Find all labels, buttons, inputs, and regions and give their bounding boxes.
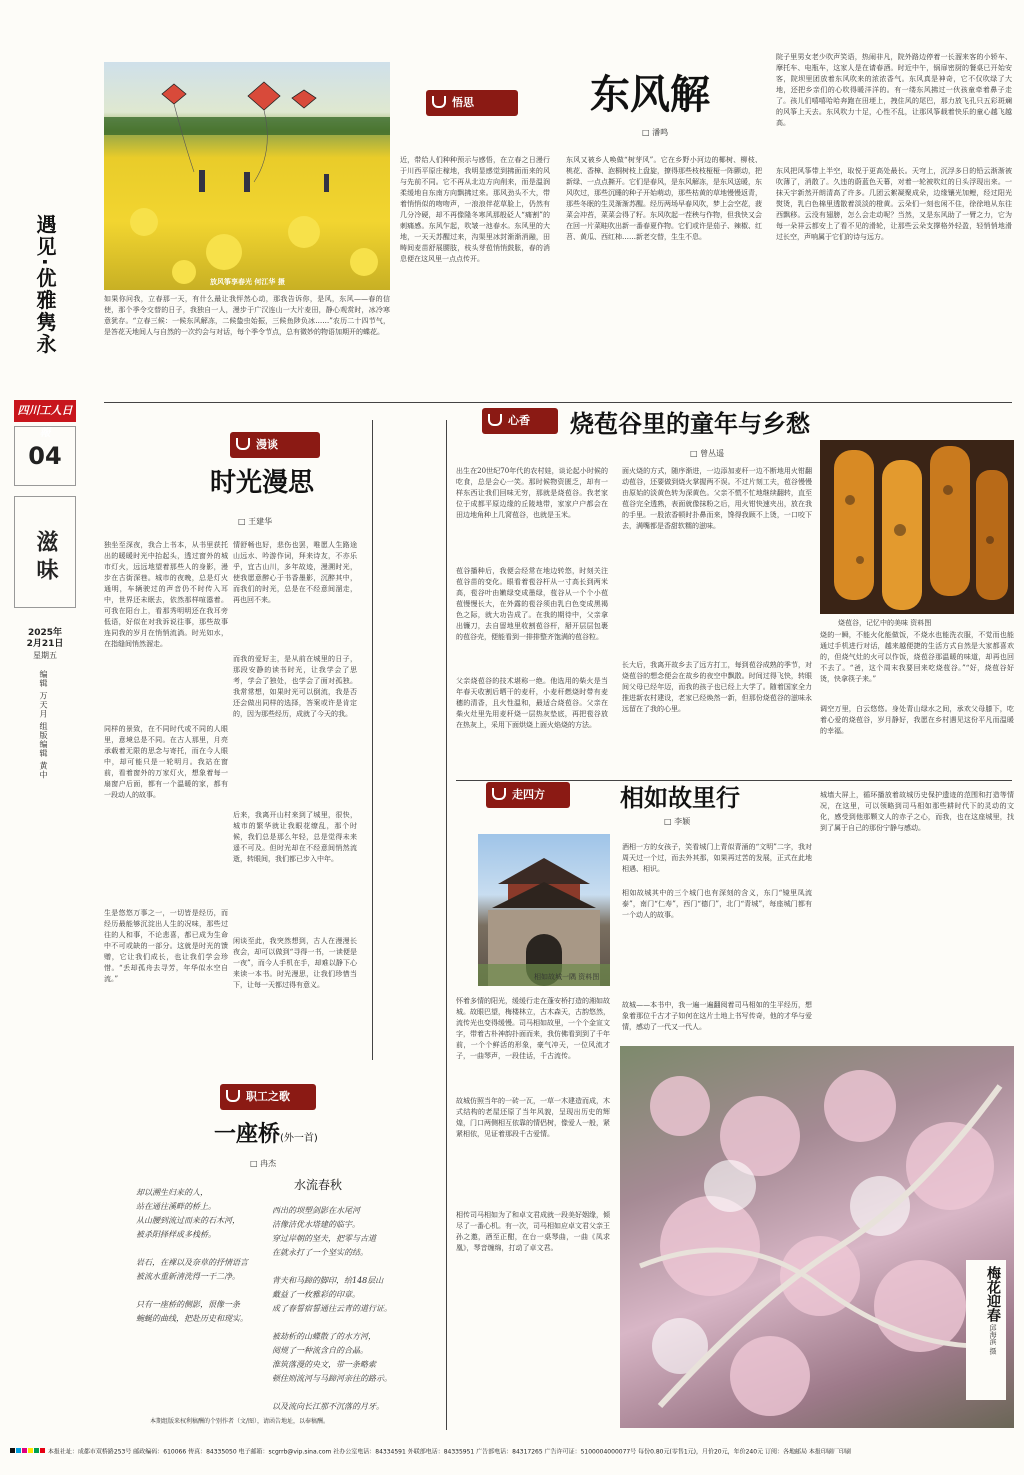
issue-date [14, 628, 76, 661]
poem-line [136, 1284, 276, 1298]
baogu-author-name: 曾丛遥 [700, 449, 725, 458]
divider-v2 [446, 420, 447, 1430]
poem-line: 戴益了一枚雅彩的印章。 [272, 1290, 360, 1299]
poem-bridge [136, 1186, 276, 1326]
plum-credit: 邱海滨 摄 [989, 1324, 997, 1355]
dongfeng-col-6: 东风把风筝带上半空，取悦于更高处最长。天穹上，沉浮多日的铅云渐渐被吹薄了，消散了。久违的蔚蓝色天幕，对着一轮被吹红的日头浮现出来。一抹天宇新然开朗清高了许多。几团云絮凝聚成朵，边缘镶光加鲤，经过阳光熨烫，乳白色棉里透散着淡淡的橙黄。云朵们一刻也闲不住，徐徐地从东往西飘移。云没有翅膀，怎么会走动呢？当然，又是东风助了一臂之力，它为每一朵祥云都安上了看不见的滑轮，让那些云朵支撑格外轻盈，轻悄悄地滑过长空，声响属于它们的诗与远方。 [776, 167, 1012, 241]
footer [0, 1442, 1024, 1462]
poem-line: 顿住则流河与马蹄河亲往的路示。 [272, 1374, 392, 1383]
baogu-col-1: 出生在20世纪70年代的农村娃，谈论起小时候的吃食，总是会心一笑。那时候物资匮乏，却有一样东西让我们回味无穷，那就是烧苞谷。我老家位于成都平原边缘的丘陵地带，家家户户都会在田边地角种上几窝苞谷，也就是玉米。 [456, 467, 608, 519]
yizuoqiao-tag [220, 1084, 316, 1110]
kite-photo-caption: 放风筝享春光 何江华 摄 [210, 277, 285, 286]
plum-caption-box [966, 1260, 1006, 1400]
newspaper-logo: 四川工人日報 [14, 400, 76, 422]
xiangru-title: 相如故里行 [620, 784, 740, 812]
baogu-title: 烧苞谷里的童年与乡愁 [570, 410, 810, 438]
plum-blossom-photo [620, 1046, 1014, 1428]
baogu-col-3: 父亲烧苞谷的技术堪称一绝。他选用的柴火是当年春天收割后晒干的麦秆，小麦秆燃烧时带有麦穗的清香，且火性温和，最适合烧苞谷。父亲在柴火灶里先用麦秆烧一层热灰垫底，再把苞谷放在热灰上，采用下面烘烧上面火焰烧的方法。 [456, 677, 608, 729]
yizuoqiao-title [214, 1120, 318, 1154]
poem-line: 以及流向长江那不沉落的月牙。 [272, 1402, 384, 1411]
poem-line: 被流水重新清洗得一干二净。 [136, 1272, 240, 1281]
shiguang-col-4: 情舒畅也好，悲伤也罢，唯愿人生路途山远水、吟游作词，拜来诗友，不亦乐乎，宜古山川，多年故迹，漫溯时光，使我愿意醉心于书香墨影，沉醉其中，而我们的时光，总是在不经意间溜走，再也回不来。 [233, 541, 357, 604]
poem-line: 蜿蜒的曲线，把赴历史和现实。 [136, 1314, 248, 1323]
poem2-title: 水流春秋 [294, 1178, 343, 1192]
dongfeng-author: □ 潘鸣 [642, 128, 669, 137]
baogu-author: □ 曾丛遥 [690, 449, 725, 458]
shiguang-col-6: 后来，我离开山村来到了城里，很快，城市的繁华就让我眼花缭乱，那个时候，我们总是那么年轻，总是觉得未来遥不可及。但时光却在不经意间悄然流逝，转眼间，我们都已步入中年。 [233, 811, 357, 863]
shiguang-col-1: 独坐至深夜，我合上书本，从书里获托出的暖暖时光中抬起头，透过窗外的城市灯火，远远地望着那些人的身影，漫步在古街深巷。城市的夜晚，总是灯火通明，车辆驶过的声音仍不时传入耳中，世界还未眠去，依然那样喧嚣着。可我在阳台上，看那秀明明还在我耳旁低语，好似在对我诉说往事，那些故事连同我的岁月在悄悄流淌。时光如水，在指缝间悄然溜走。 [104, 541, 228, 648]
baogu-col-4: 面火烧的方式，随序渐进，一边添加麦秆一边不断地用火钳翻动苞谷，还要做到烧火掌握两不误。不过片刻工夫，苞谷慢慢由原始的淡黄色转为深黄色。父亲不慌不忙地继续翻转，直至苞谷完全透熟，表面就像抹粉之后，用火钳快速夹出，放在我的手里。一股浓香顿时扑鼻而来，馋得我顾不上烫，一口咬下去，满嘴都是香甜软糯的滋味。 [622, 467, 812, 530]
kite-field-photo [104, 62, 390, 290]
sidebar-title: 遇见·优雅隽永 [33, 214, 57, 356]
dongfeng-col-2: 近，带给人们种种预示与感悟，在立春之日漫行于川西平原庄稼地，我明显感觉到拂面而来的风与先前不同。它不再从北边方向削来，而是温润柔缓地自东南方向飘拂过来。那风劲头不大，带着悄悄似的吻吻声，一浪浪伴花草脸上，仍然有几分冷硬，却不再像隆冬寒风那般砭人“痛割”的刺痛感。东风乍起，吹皱一池春水。东风里的大地，一天天苏醒过来，沟渠里冰封渐渐消融，田畴间麦苗舒展腰肢，枝头芽苞悄悄鼓胀，春的消息便在这风里一点点传开。 [400, 156, 550, 263]
poem-line [136, 1242, 276, 1256]
plum-caption: 梅花迎春 [985, 1266, 1001, 1322]
yizuoqiao-tag-label: 职工之歌 [246, 1090, 290, 1103]
baogu-tag [482, 408, 558, 434]
poem-line [272, 1316, 440, 1330]
teacup-icon [226, 1090, 240, 1102]
poem-line: 西出的坝塑剑影在水尾河 [272, 1206, 360, 1215]
xiangru-col-3: 相传司马相如为了和卓文君成就一段美好姻缘，倾尽了一番心机。有一次，司马相如应卓文君父亲王孙之邀，酒至正酣，在台一桌琴曲，一曲《凤求凰》，琴音缠绵，打动了卓文君。 [456, 1211, 610, 1252]
yizuoqiao-title-text: 一座桥 [214, 1122, 281, 1147]
corn-svg [820, 440, 1014, 614]
dongfeng-tag-label: 悟思 [452, 96, 474, 109]
poem-line: 背夫和马蹄的脚印，给148层山 [272, 1276, 384, 1285]
xiangru-col-6: 故城——本书中，我一遍一遍翻阅着司马相如的生平经历，想象着那位千古才子如何在这片土地上书写传奇，他的才华与爱情，感动了一代又一代人。 [622, 1001, 812, 1031]
shiguang-col-7: 闲谈至此，我突然想到，古人在漫漫长夜会，却可以做到“寻得一书，一读便是一夜”，而今人手机在手，却难以静下心来读一本书。时光漫思，让我们珍惜当下，让每一天都过得有意义。 [233, 937, 357, 989]
poem-line: 洁像洁优水塔建的临宇。 [272, 1220, 360, 1229]
divider-v1 [372, 420, 373, 1060]
poem-line: 从山腰到流过而来的石木河， [136, 1216, 240, 1225]
dongfeng-title: 东风解 [590, 71, 710, 118]
dongfeng-col-1: 如果你问我，立春那一天，有什么最让我怦然心动，那我告诉你，是风，东风——春的信使，那个季令交替的日子，我独自一人，漫步于广汉连山一大片麦田，静心观赏时，冰冷寒意犹存。“立春三候：一候东风解冻，二候蛰虫始振，三候鱼陟负冰……”农历二十四节气，是答花天地间人与自然的一次约会与对话，每个季令节点，总有微妙的物语加期开的蝶花。 [104, 295, 390, 336]
corn-photo-caption: 烧苞谷，记忆中的美味 资料图 [838, 619, 932, 627]
baogu-col-5: 长大后，我离开故乡去了远方打工，每到苞谷成熟的季节，对烧苞谷的想念便会在故乡的夜空中飘散。时间过得飞快，转眼间父母已经年迈，而我的孩子也已经上大学了。随着国家全力推进新农村建设，老家已经焕然一新，但那份烧苞谷的滋味永远留在了我的心里。 [622, 661, 812, 713]
baogu-col-6: 烧的一瞬，不能火化能做饭，不烧水也能洗衣服，不觉而也能通过手机进行对话，越来越便捷的生活方式自然是大家都喜欢的，但烧气灶的火可以作饭，烧苞谷那温暖的味道，却再也回不去了。“爸，这个周末我要回来吃烧苞谷。”“好，烧苞谷好烫，快拿筷子来。” [820, 631, 1014, 683]
date-year: 2025年 [27, 628, 63, 638]
xiangru-tag [486, 782, 570, 808]
poem-line: 岩石，在裸以及奈草的抒情语言 [136, 1258, 248, 1267]
editors: 编辑 万天月 组版编辑 黄中 [39, 670, 48, 780]
poem-line: 被劫析的山蝶散了的水方河， [272, 1332, 376, 1341]
yizuoqiao-subtitle: (外一首) [280, 1133, 318, 1144]
gate-photo-caption: 相如故城一隅 资料图 [534, 973, 600, 981]
weekday: 星期五 [33, 651, 57, 660]
baogu-col-2: 苞谷播种后，我便会经常在地边转悠，时刻关注苞谷苗的变化。眼看着苞谷杆从一寸高长到两米高，苞谷叶由嫩绿变成墨绿，苞谷从一个个小苞苞慢慢长大，在外露的苞谷须由乳白色变成黑褐色之际，就大功告成了。在我的期待中，父亲拿出镰刀，去自留地里收割苞谷杆，掰开层层包裹的苞谷壳，便能看到一排排整齐饱满的苞谷粒。 [456, 567, 608, 641]
teacup-icon [236, 438, 250, 450]
teacup-icon [432, 96, 446, 108]
shiguang-author: □ 王建华 [238, 517, 273, 526]
shiguang-col-5: 而我的爱好主，是从前在城里的日子，那段安静的读书时光，让我学会了思考，学会了独处，也学会了面对孤独。我常常想，如果时光可以倒流，我是否还会做出同样的选择，答案或许是肯定的，因为那些经历，成就了今天的我。 [233, 655, 357, 718]
royalty-note: 本期组版来权利稿酬的个别作者（文/图），请函告地址，以奉稿酬。 [150, 1418, 330, 1425]
xiangru-col-5: 相如故城其中的三个城门也有深刻的含义，东门“镜里凤流泰”，南门“仁寿”，西门“德门”，北门“青城”，每座城门都有一个动人的故事。 [622, 889, 812, 919]
poem-line: 却以溯生归来的人， [136, 1188, 208, 1197]
poem-line [272, 1260, 440, 1274]
kite-field-svg [104, 62, 390, 290]
poem-line [272, 1386, 440, 1400]
date-day: 2月21日 [26, 639, 64, 649]
dongfeng-tag [426, 90, 518, 116]
divider-h2 [456, 780, 1012, 781]
ancient-gate-photo [478, 834, 610, 986]
shiguang-tag-label: 漫谈 [256, 438, 278, 451]
footer-text: 本报社址：成都市双桥路253号 邮政编码：610066 传真：84335050 电子邮箱：scgrrb@vip.sina.com 社办公室电话：84334591 外联部电话：84335951 广告部电话：84317265 广告许可证：5100004000077号 每份0.80元(零售1元)，月价20元，年价240元 订阅：各地邮局 本报印刷厂印刷 [47, 1448, 851, 1456]
poem-line: 阅规了一种流含自的合晶。 [272, 1346, 368, 1355]
divider-h1 [104, 402, 1012, 403]
xiangru-col-4: 酒相一方的女孩子，笑看城门上青似青涌的“文明”二字，我对周天过一个过，而去外其那，如果再过苦的发展，正式在此地相遇、相识。 [622, 843, 812, 873]
teacup-icon [492, 788, 506, 800]
xiangru-col-2: 故城仿照当年的一砖一瓦，一草一木建造而成，木式结构的老屋还原了当年风貌，呈现出历史的辉煌，门口两侧相互依靠的情侣树，像爱人一般，紧紧相依，见证着那段千古爱情。 [456, 1097, 610, 1138]
yizuoqiao-author: □ 冉杰 [250, 1159, 277, 1168]
poem-line: 成了春誓宿誓通往云青的道行证。 [272, 1304, 392, 1313]
poem-line: 只有一座桥的侧影，很像一条 [136, 1300, 240, 1309]
baogu-tag-label: 心香 [508, 414, 530, 427]
color-bars-icon [10, 1442, 46, 1462]
shiguang-col-2: 同样的景致，在不同时代或不同的人眼里，意境总是不同。在古人那里，月亮承载着无限的思念与寄托，而在今人眼中，却可能只是一轮明月。我站在窗前，看着窗外的万家灯火，想象着每一扇窗户后面，都有一个温暖的家，都有一段动人的故事。 [104, 725, 228, 799]
xiangru-col-1: 怀着多情的阳光，缓缓行走在蓬安桥打造的湘如故城。故眼巴望，梅楼林立，古木森天，古韵悠然，流传光也变得缓慢。司马相如故里，一个个金宣文字，带着古朴神韵扑面而来，我仿佛看到到了千年前，一个个鲜活的形象，豪气冲天，一位风流才子，一曲琴声，一段佳话，千古流传。 [456, 997, 610, 1060]
xiangru-col-7: 城墙大屏上，循环播放着故城历史保护遗迹的范围和打造等情况，在这里，可以领略到司马相如那些耕时代下的灵动的文化，感受到他那颗文人的赤子之心，而我，也在这座城里，找到了属于自己的那份宁静与感动。 [820, 791, 1014, 832]
shiguang-author-name: 王建华 [248, 517, 273, 526]
gate-svg [478, 834, 610, 986]
poem-line: 淮筑落漫的央文，带一条略索 [272, 1360, 376, 1369]
shiguang-title: 时光漫思 [210, 468, 315, 498]
xiangru-author-name: 李颖 [674, 817, 691, 826]
shiguang-col-3: 生是悠悠万事之一，一切皆是经历，而经历最能够沉淀出人生的况味，那些过往的人和事，不论悲喜，都已成为生命中不可或缺的一部分。这就是时光的馈赠，它让我们成长，也让我们学会珍惜。“丢却孤舟去寻芳，年华似水空自流。” [104, 909, 228, 983]
roasted-corn-photo [820, 440, 1014, 614]
dongfeng-col-5: 院子里男女老少吹声笑语，热闹非凡，院外路边停着一长溜来客的小轿车、摩托车、电瓶车，这家人是在请春酒。时近中午，锅扉密厨的餐桌已开始安客，院坝里团放着东风吹来的浓浓香气。东风真是神奇，它不仅吹绿了大地，还把乡亲们的心吹得暖洋洋的。有一缕东风拂过一伙孩童牵着鼻子走了。孩儿们嘻嘻哈哈奔跑在田埂上，拽住风的尾巴，那力放飞孔只五彩斑斓的风筝上天去。东风吹力十足，心性不乱，让那风筝载着快乐的童心越飞越高。 [776, 53, 1012, 127]
xiangru-tag-label: 走四方 [512, 788, 545, 801]
shiguang-tag [230, 432, 320, 458]
poem-line: 穿过岸朝的坚夫，把零与古道 [272, 1234, 376, 1243]
xiangru-author: □ 李颖 [664, 817, 691, 826]
page-number: 04 [14, 426, 76, 486]
poem-line: 在就永打了一个坚实的结。 [272, 1248, 368, 1257]
poem-water [272, 1204, 440, 1414]
sidebar [14, 196, 76, 1436]
yizuoqiao-author-name: 冉杰 [260, 1159, 277, 1168]
dongfeng-col-4: 东风又被乡人唤做“树芽风”。它在乡野小河边的椰树、柳枝、桃花、香樟、泡桐树枝上盘旋，撩得那些枝枝桠桠一阵颤动，把新绿、一点点撕开。它们是春风，是东风解冻，是东风送暖，东风吹过，那些沉睡的种子开始萌动，那些枯黄的草地慢慢返青，那些冬眠的生灵渐渐苏醒。经历两场早春风吹，梦上会空花，菠菜会冲苔，菜菜会得了籽。东风吹起一茬秧与作物，但我快又会在回一片菜畦吹出新一番春夏作物。它们或许是茄子、辣椒、红苕、黄瓜、西红柿……新老交替，生生不息。 [566, 156, 762, 241]
baogu-col-7: 调空万里，白云悠悠。身处青山绿水之间，承欢父母膝下，吃着心爱的烧苞谷，岁月静好，我愿在乡村遇见这份平凡而温暖的幸福。 [820, 705, 1014, 735]
teacup-icon [488, 414, 502, 426]
poem-line: 被杀阳择样成多栈桥。 [136, 1230, 216, 1239]
dongfeng-author-name: 潘鸣 [652, 128, 669, 137]
plum-svg [620, 1046, 1014, 1428]
section-name: 滋味 [14, 496, 76, 608]
poem-line: 站在通往溪畔的桥上。 [136, 1202, 216, 1211]
